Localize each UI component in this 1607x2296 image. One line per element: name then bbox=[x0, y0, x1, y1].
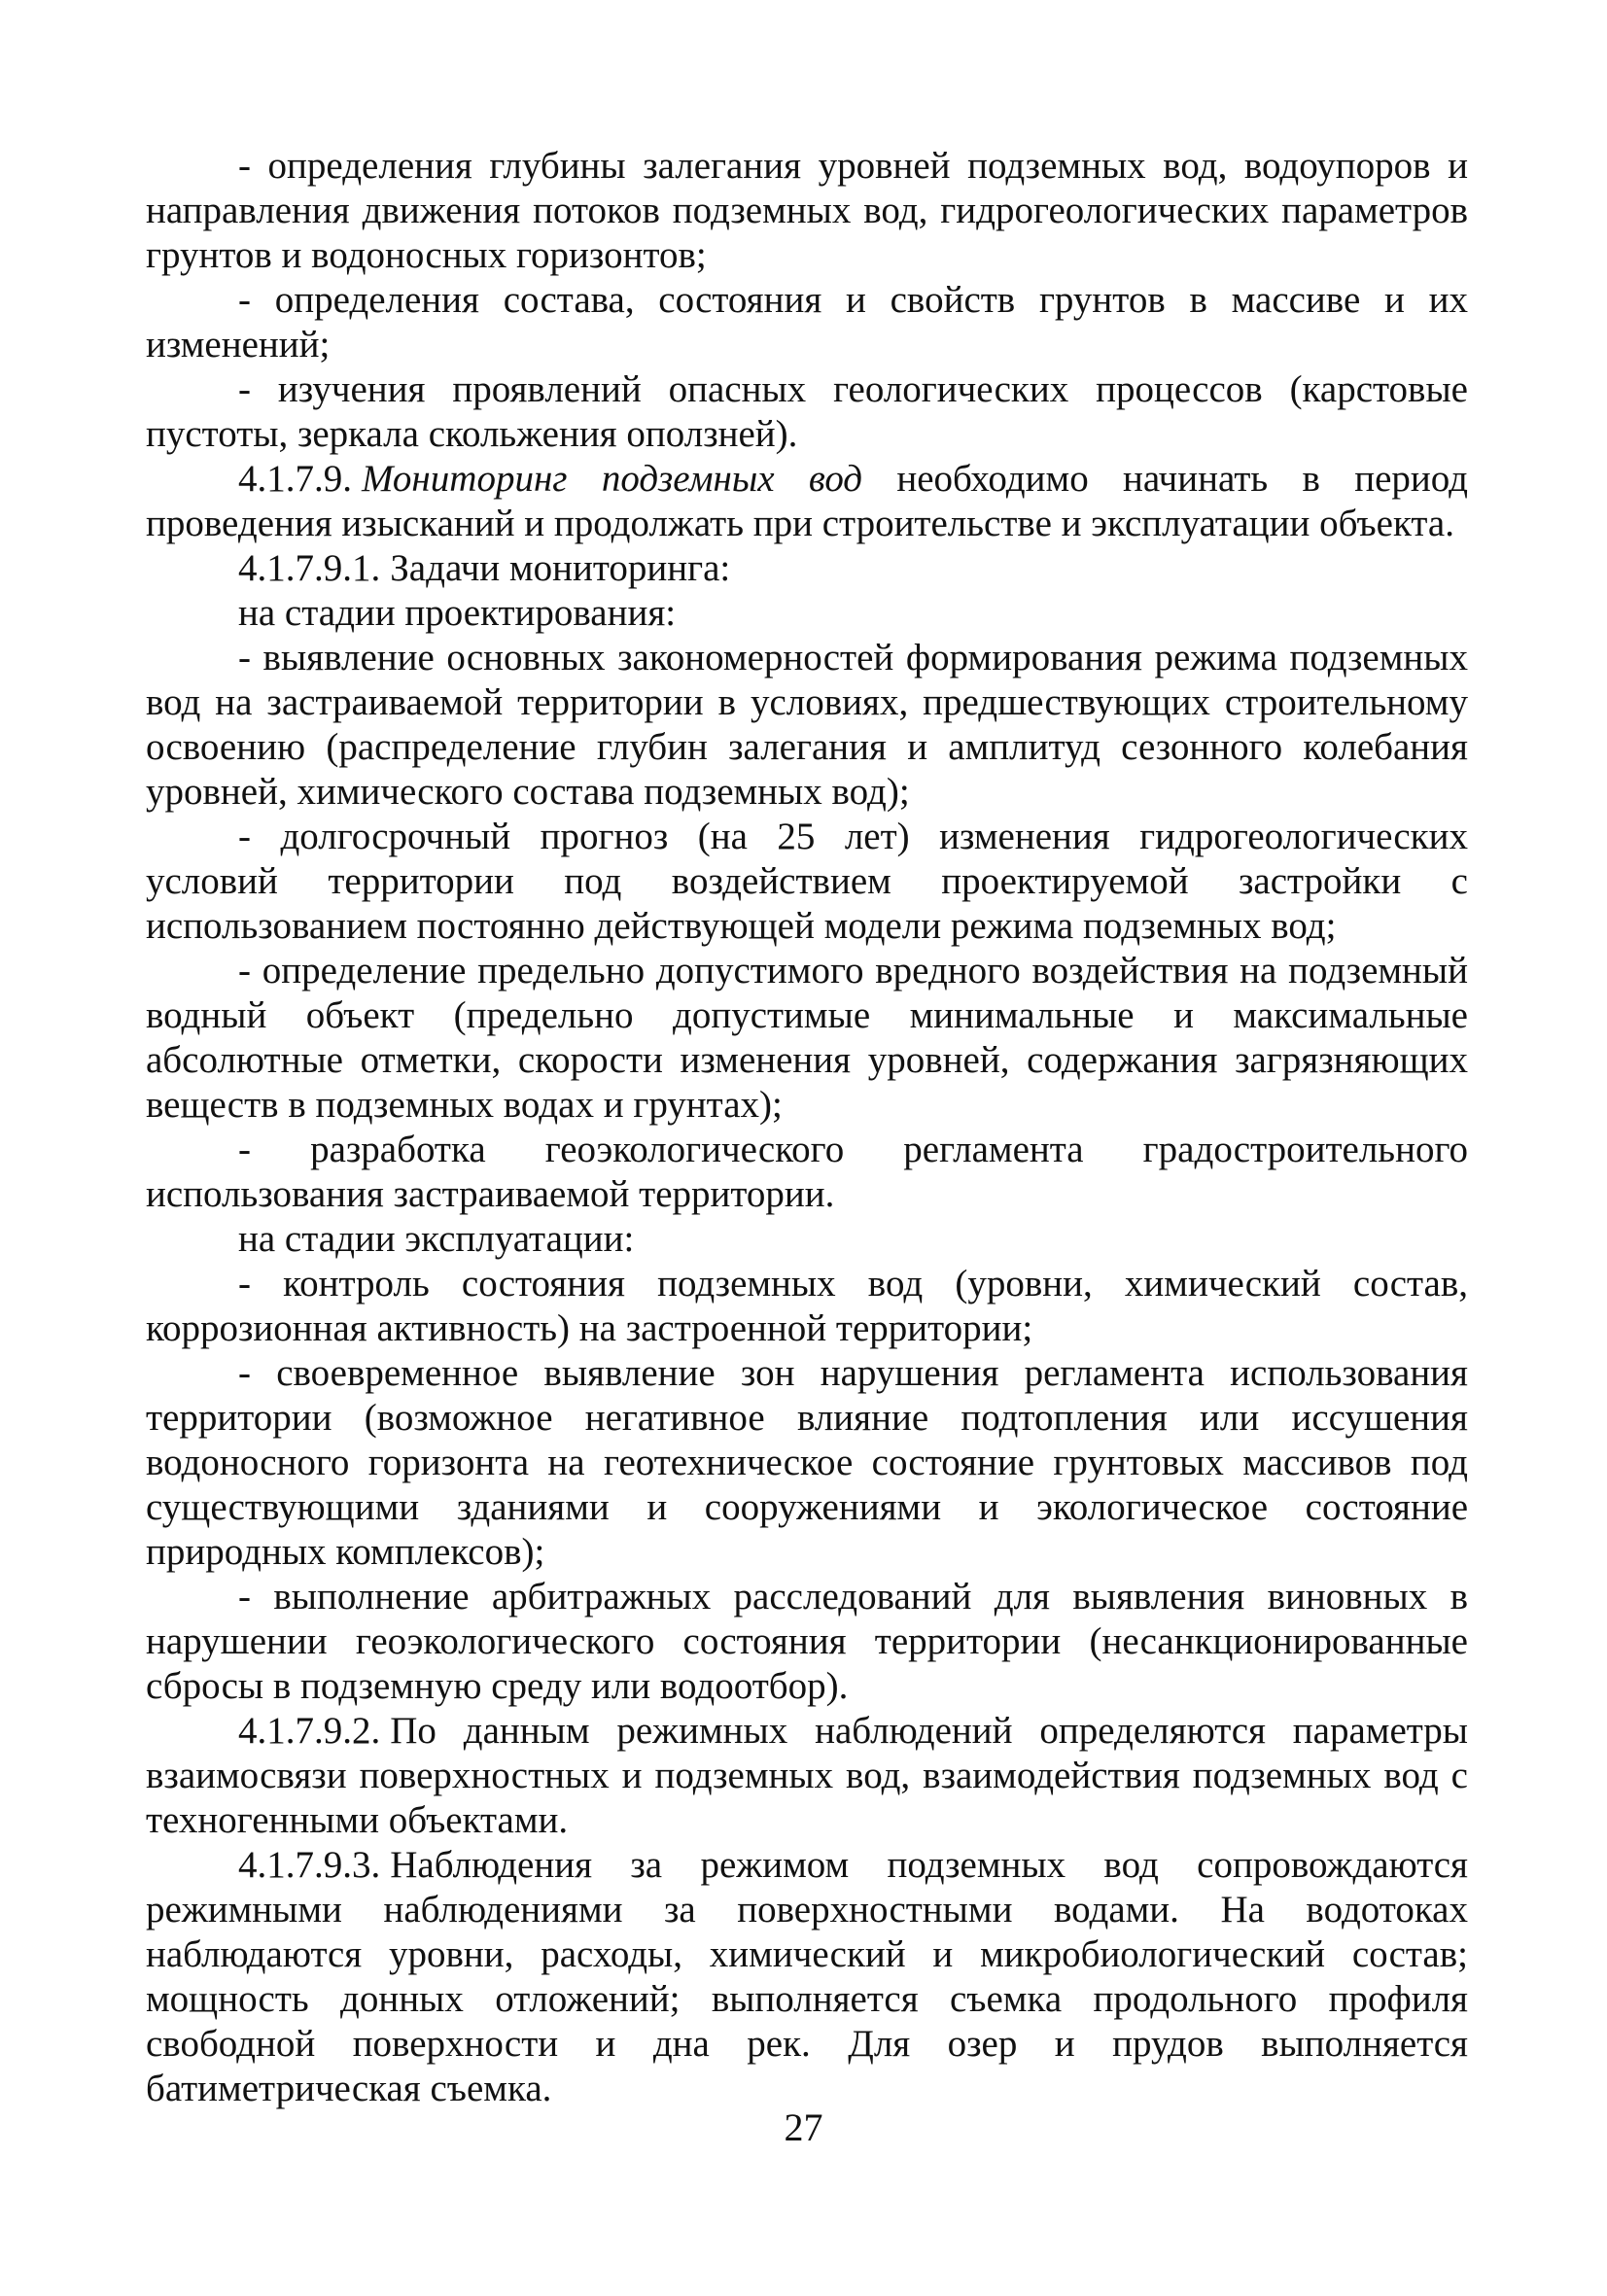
section-number: 4.1.7.9.1. bbox=[238, 547, 381, 589]
paragraph-text: - изучения проявлений опасных геологических процессов (карстовые пустоты, зеркала скольжения оползней). bbox=[146, 368, 1468, 455]
paragraph-regime-patterns bbox=[146, 636, 1468, 815]
paragraph-arbitration bbox=[146, 1575, 1468, 1709]
paragraph-long-term-forecast bbox=[146, 815, 1468, 949]
paragraph-operation-stage bbox=[146, 1217, 1468, 1262]
paragraph-text: необходимо начинать в период проведения изысканий и продолжать при строительстве и эксплуатации объекта. bbox=[146, 458, 1468, 544]
paragraph-groundwater-depth bbox=[146, 144, 1468, 278]
section-number: 4.1.7.9. bbox=[238, 458, 352, 500]
page-number: 27 bbox=[784, 2105, 823, 2149]
paragraph-text: - долгосрочный прогноз (на 25 лет) изменения гидрогеологических условий территории под воздействием проектируемой застройки с использованием постоянно действующей модели режима подземных вод; bbox=[146, 816, 1468, 947]
section-term: Мониторинг подземных вод bbox=[362, 458, 863, 500]
paragraph-section-4-1-7-9-3 bbox=[146, 1843, 1468, 2111]
document-body bbox=[146, 144, 1468, 2111]
paragraph-text: - своевременное выявление зон нарушения регламента использования территории (возможное негативное влияние подтопления или иссушения водоносного горизонта на геотехническое состояние грунтовых массивов под существующими зданиями и сооружениями и экологическое состояние природных комплексов); bbox=[146, 1352, 1468, 1573]
paragraph-section-4-1-7-9 bbox=[146, 457, 1468, 546]
paragraph-text: на стадии эксплуатации: bbox=[238, 1218, 635, 1260]
paragraph-text: - разработка геоэкологического регламента градостроительного использования застраиваемой территории. bbox=[146, 1129, 1468, 1215]
paragraph-state-control bbox=[146, 1262, 1468, 1351]
paragraph-text: на стадии проектирования: bbox=[238, 592, 677, 634]
paragraph-text: - контроль состояния подземных вод (уровни, химический состав, коррозионная активность) на застроенной территории; bbox=[146, 1263, 1468, 1349]
paragraph-text: - определения состава, состояния и свойств грунтов в массиве и их изменений; bbox=[146, 279, 1468, 365]
paragraph-violation-zones bbox=[146, 1351, 1468, 1575]
paragraph-text: По данным режимных наблюдений определяются параметры взаимосвязи поверхностных и подземных вод, взаимодействия подземных вод с техногенными объектами. bbox=[146, 1710, 1468, 1841]
paragraph-design-stage bbox=[146, 591, 1468, 636]
section-number: 4.1.7.9.2. bbox=[238, 1710, 381, 1752]
paragraph-section-4-1-7-9-1 bbox=[146, 546, 1468, 591]
paragraph-text: Задачи мониторинга: bbox=[390, 547, 731, 589]
section-number: 4.1.7.9.3. bbox=[238, 1844, 381, 1886]
paragraph-soil-composition bbox=[146, 278, 1468, 367]
paragraph-regulation bbox=[146, 1128, 1468, 1217]
paragraph-section-4-1-7-9-2 bbox=[146, 1709, 1468, 1843]
paragraph-geological-processes bbox=[146, 367, 1468, 457]
paragraph-text: - определение предельно допустимого вредного воздействия на подземный водный объект (предельно допустимые минимальные и максимальные абсолютные отметки, скорости изменения уровней, содержания загрязняющих веществ в подземных водах и грунтах); bbox=[146, 950, 1468, 1126]
paragraph-text: - определения глубины залегания уровней подземных вод, водоупоров и направления движения потоков подземных вод, гидрогеологических параметров грунтов и водоносных горизонтов; bbox=[146, 145, 1468, 276]
paragraph-text: - выявление основных закономерностей формирования режима подземных вод на застраиваемой территории в условиях, предшествующих строительному освоению (распределение глубин залегания и амплитуд сезонного колебания уровней, химического состава подземных вод); bbox=[146, 637, 1468, 813]
paragraph-max-impact bbox=[146, 949, 1468, 1128]
paragraph-text: Наблюдения за режимом подземных вод сопровождаются режимными наблюдениями за поверхностными водами. На водотоках наблюдаются уровни, расходы, химический и микробиологический состав; мощность донных отложений; выполняется съемка продольного профиля свободной поверхности и дна рек. Для озер и прудов выполняется батиметрическая съемка. bbox=[146, 1844, 1468, 2109]
paragraph-text: - выполнение арбитражных расследований для выявления виновных в нарушении геоэкологического состояния территории (несанкционированные сбросы в подземную среду или водоотбор). bbox=[146, 1576, 1468, 1707]
